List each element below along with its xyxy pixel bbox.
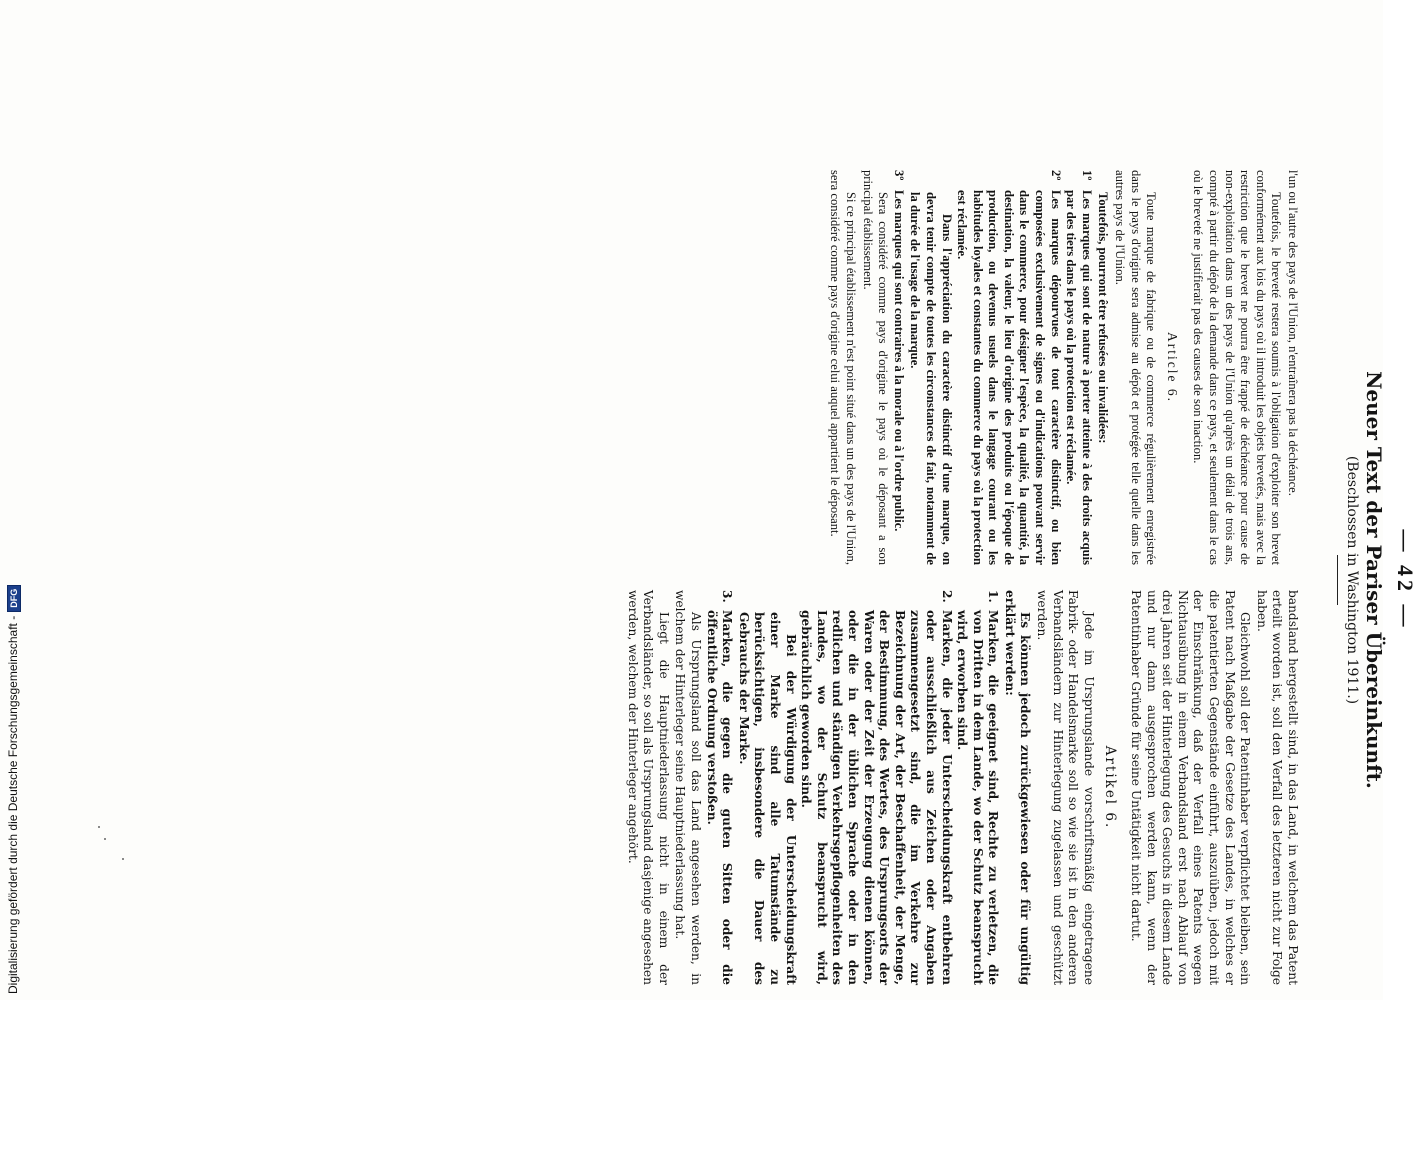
scan-speck xyxy=(104,838,106,840)
french-column xyxy=(826,170,1300,565)
digitization-note-text: Digitalisierung gefördert durch die Deutsche Forschungsgemeinschaft - xyxy=(6,615,20,994)
fr-list-item: 1º Les marques qui sont de nature à porter atteinte à des droits acquis par des tiers dans le pays où la protection est réclamée. xyxy=(1064,170,1094,565)
fr-paragraph: Toutefois, pourront être refusées ou invalidées: xyxy=(1096,192,1111,444)
page-header xyxy=(1337,170,1420,990)
fr-paragraph: Si ce principal établissement n'est point situé dans un des pays de l'Union, sera considéré comme pays d'origine celui auquel appartient le déposant. xyxy=(828,170,858,565)
german-column xyxy=(623,590,1300,985)
de-list-item: 2. Marken, die jeder Unterscheidungskraft entbehren oder ausschließlich aus Zeichen oder Angaben zusammengesetzt sind, die im Verkehre zur Bezeichnung der Art, der Beschaffenheit, der Menge, der Bestimmung, des Wertes, des Ursprungsorts der Waren oder der Zeit der Erzeugung dienen können, oder die in der üblichen Sprache oder in den redlichen und ständigen Verkehrsgepflogenheiten des Landes, wo der Schutz beansprucht wird, gebräuchlich geworden sind. xyxy=(799,590,954,985)
de-list-item: 1. Marken, die geeignet sind, Rechte zu verletzen, die von Dritten in dem Lande, wo der Schutz beansprucht wird, erworben sind. xyxy=(955,590,1001,985)
de-paragraph: Bei der Würdigung der Unterscheidungskraft einer Marke sind alle Tatumstände zu berücksichtigen, insbesondere die Dauer des Gebrauchs der Marke. xyxy=(736,612,798,985)
de-paragraph: Es können jedoch zurückgewiesen oder für ungültig erklärt werden: xyxy=(1002,590,1033,985)
fr-article-heading: Article 6. xyxy=(1164,332,1180,403)
fr-list-item: 3º Les marques qui sont contraires à la morale ou à l'ordre public. xyxy=(891,170,906,532)
scan-speck xyxy=(98,826,100,828)
de-paragraph: bandsland hergestellt sind, in das Land, in welchem das Patent erteilt worden ist, soll den Verfall des letzteren nicht zur Folge haben. xyxy=(1254,590,1300,985)
fr-paragraph: Dans l'appréciation du caractère distinctif d'une marque, on devra tenir compte de toutes les circonstances de fait, notamment de la durée de l'usage de la marque. xyxy=(908,192,954,565)
de-paragraph: Jede im Ursprungslande vorschriftsmäßig eingetragene Fabrik- oder Handelsmarke soll so wie sie ist in den anderen Verbandsländern zur Hinterlegung zugelassen und geschützt werden. xyxy=(1035,590,1096,985)
de-list-item: 3. Marken, die gegen die guten Sitten oder die öffentliche Ordnung verstoßen. xyxy=(704,590,735,985)
fr-list-item: 2º Les marques dépourvues de tout caractère distinctif, ou bien composées exclusivement de signes ou d'indications pouvant servir dans le commerce, pour désigner l'espèce, la qualité, la quantité, la destination, la valeur, le lieu d'origine des produits ou l'époque de production, ou devenus usuels dans le langage courant ou les habitudes loyales et constantes du commerce du pays où la protection est réclamée. xyxy=(955,170,1063,565)
de-paragraph: Als Ursprungsland soll das Land angesehen werden, in welchem der Hinterleger seine Hauptniederlassung hat. xyxy=(673,590,704,985)
title-rule xyxy=(1337,555,1338,605)
page-subtitle: (Beschlossen in Washington 1911.) xyxy=(1344,455,1360,705)
page-title: Neuer Text der Pariser Übereinkunft. xyxy=(1362,371,1386,789)
scan-speck xyxy=(122,858,124,860)
fr-paragraph: Toutefois, le breveté restera soumis à l'obligation d'exploiter son brevet conformément aux lois du pays où il introduit les objets brevetés, mais avec la restriction que le brevet ne pourra être frappé de déchéance pour cause de non-exploitation dans un des pays de l'Union qu'après un délai de trois ans, compté à partir du dépôt de la demande dans ce pays, et seulement dans le cas où le breveté ne justifierait pas des causes de son inaction. xyxy=(1191,170,1284,565)
dfg-logo-icon: DFG xyxy=(7,585,21,612)
rotated-page-content xyxy=(420,170,1420,1170)
fr-paragraph: Toute marque de fabrique ou de commerce régulièrement enregistrée dans le pays d'origine sera admise au dépôt et protégée telle quelle dans les autres pays de l'Union. xyxy=(1113,170,1159,565)
page-number: — 42 — xyxy=(1393,529,1418,631)
de-paragraph: Liegt die Hauptniederlassung nicht in einem der Verbandsländer, so soll als Ursprungsland dasjenige angesehen werden, welchem der Hinterleger angehört. xyxy=(625,590,671,985)
de-article-heading: Artikel 6. xyxy=(1102,745,1119,830)
fr-paragraph: Sera considéré comme pays d'origine le pays où le déposant a son principal établissement. xyxy=(860,170,891,565)
de-paragraph: Gleichwohl soll der Patentinhaber verpflichtet bleiben, sein Patent nach Maßgabe der Gesetze des Landes, in welches er die patentierten Gegenstände einführt, auszuüben, jedoch mit der Einschränkung, daß der Verfall eines Patents wegen Nichtausübung in einem Verbandsland erst nach Ablauf von drei Jahren seit der Hinterlegung des Gesuchs in diesem Lande und nur dann ausgesprochen werden kann, wenn der Patentinhaber Gründe für seine Untätigkeit nicht dartut. xyxy=(1129,590,1253,985)
fr-paragraph: l'un ou l'autre des pays de l'Union, n'entraînera pas la déchéance. xyxy=(1286,170,1300,496)
